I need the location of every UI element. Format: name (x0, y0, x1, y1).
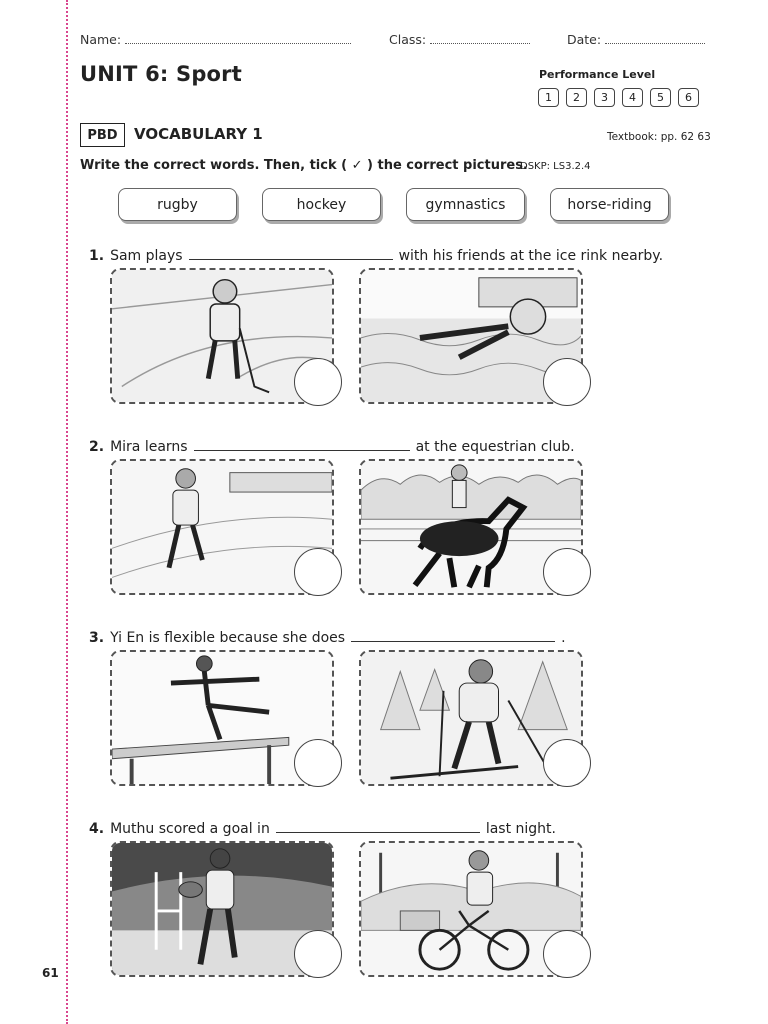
question-2 (89, 437, 575, 455)
question-text-before: Muthu scored a goal in (110, 821, 270, 837)
question-number: 1. (89, 248, 105, 264)
pbd-badge: PBD (80, 123, 125, 147)
performance-level-5[interactable]: 5 (650, 88, 671, 107)
date-dotted-line (605, 33, 705, 44)
unit-title: UNIT 6: Sport (80, 62, 242, 86)
word-bank-rugby[interactable]: rugby (118, 188, 237, 221)
page-number: 61 (42, 966, 59, 980)
question-4 (89, 819, 556, 837)
question-number: 4. (89, 821, 105, 837)
tick-circle-3a[interactable] (294, 739, 342, 787)
performance-level-6[interactable]: 6 (678, 88, 699, 107)
word-bank-hockey[interactable]: hockey (262, 188, 381, 221)
question-text-after: . (561, 630, 566, 646)
question-number: 3. (89, 630, 105, 646)
performance-level-label: Performance Level (539, 68, 656, 81)
performance-level-3[interactable]: 3 (594, 88, 615, 107)
word-bank-gymnastics[interactable]: gymnastics (406, 188, 525, 221)
question-number: 2. (89, 439, 105, 455)
class-dotted-line (430, 33, 530, 44)
tick-circle-4b[interactable] (543, 930, 591, 978)
class-field[interactable] (389, 32, 530, 47)
name-field[interactable] (80, 32, 351, 47)
question-text-after: at the equestrian club. (415, 439, 575, 455)
question-text-before: Sam plays (110, 248, 183, 264)
tick-circle-2b[interactable] (543, 548, 591, 596)
date-field[interactable] (567, 32, 705, 47)
tick-circle-3b[interactable] (543, 739, 591, 787)
performance-level-1[interactable]: 1 (538, 88, 559, 107)
word-bank-horse-riding[interactable]: horse-riding (550, 188, 669, 221)
class-label: Class: (389, 32, 427, 47)
question-3 (89, 628, 566, 646)
answer-blank-2[interactable] (194, 437, 410, 451)
answer-blank-1[interactable] (189, 246, 393, 260)
name-label: Name: (80, 32, 122, 47)
textbook-reference: Textbook: pp. 62 63 (607, 131, 711, 143)
performance-levels (538, 88, 699, 107)
tick-circle-1b[interactable] (543, 358, 591, 406)
question-text-after: with his friends at the ice rink nearby. (398, 248, 664, 264)
instruction-text: Write the correct words. Then, tick ( ✓ ) the correct pictures. (80, 158, 528, 173)
question-1 (89, 246, 663, 264)
answer-blank-3[interactable] (351, 628, 555, 642)
tick-circle-4a[interactable] (294, 930, 342, 978)
date-label: Date: (567, 32, 602, 47)
answer-blank-4[interactable] (276, 819, 480, 833)
page-margin-line (66, 0, 68, 1024)
section-title: VOCABULARY 1 (134, 125, 263, 143)
performance-level-4[interactable]: 4 (622, 88, 643, 107)
question-text-before: Mira learns (110, 439, 188, 455)
dskp-code: DSKP: LS3.2.4 (520, 161, 591, 172)
name-dotted-line (125, 33, 351, 44)
performance-level-2[interactable]: 2 (566, 88, 587, 107)
tick-circle-2a[interactable] (294, 548, 342, 596)
question-text-after: last night. (485, 821, 556, 837)
question-text-before: Yi En is flexible because she does (110, 630, 346, 646)
tick-circle-1a[interactable] (294, 358, 342, 406)
